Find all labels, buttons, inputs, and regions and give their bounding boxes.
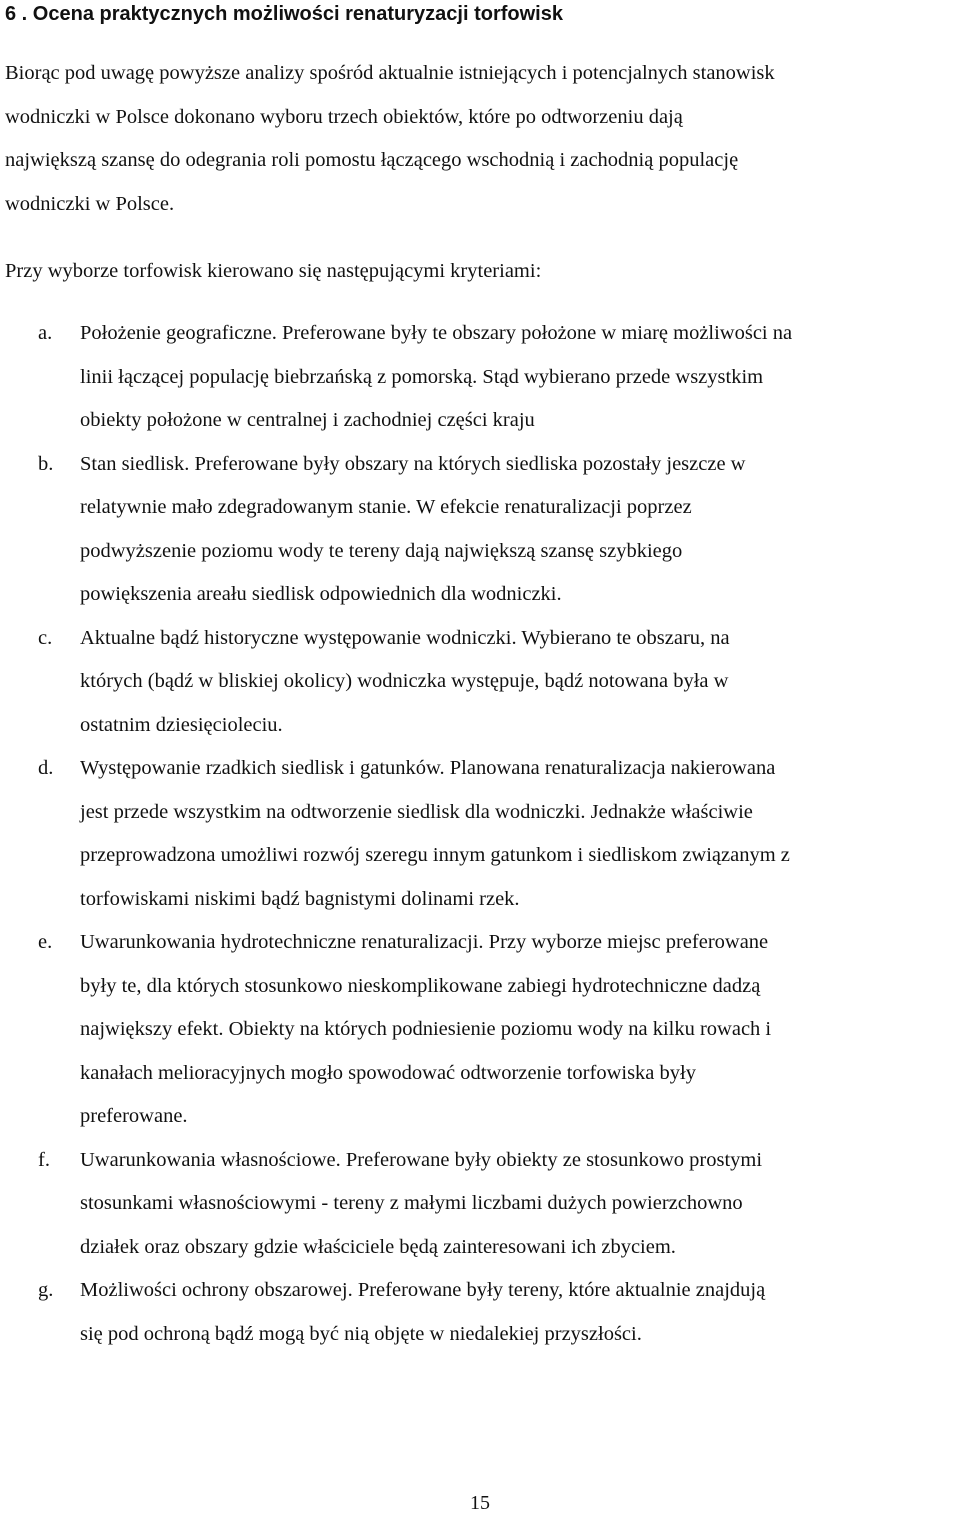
- list-item-line: preferowane.: [80, 1105, 188, 1127]
- intro-paragraph: [5, 52, 955, 226]
- list-item-body: [80, 1139, 958, 1270]
- intro-line: Biorąc pod uwagę powyższe analizy spośród aktualnie istniejących i potencjalnych stanowisk: [5, 62, 775, 84]
- criteria-intro-line: Przy wyborze torfowisk kierowano się następującymi kryteriami:: [5, 260, 542, 282]
- intro-line: wodniczki w Polsce.: [5, 192, 175, 215]
- list-marker: a.: [38, 322, 53, 344]
- list-item-line: działek oraz obszary gdzie właściciele będą zainteresowani ich zbyciem.: [80, 1235, 676, 1258]
- list-marker: f.: [38, 1148, 50, 1171]
- list-item-line: Uwarunkowania własnościowe. Preferowane były obiekty ze stosunkowo prostymi: [80, 1148, 763, 1171]
- list-marker: b.: [38, 452, 54, 475]
- criteria-item-g: [0, 1269, 960, 1356]
- list-item-line: Położenie geograficzne. Preferowane były te obszary położone w miarę możliwości na: [80, 322, 793, 344]
- criteria-item-f: [0, 1139, 960, 1270]
- list-item-line: były te, dla których stosunkowo nieskomplikowane zabiegi hydrotechniczne dadzą: [80, 974, 761, 997]
- list-marker: d.: [38, 757, 54, 779]
- list-item-line: kanałach melioracyjnych mogło spowodować odtworzenie torfowiska były: [80, 1061, 696, 1084]
- page-number: 15: [470, 1492, 490, 1514]
- list-item-body: [80, 921, 958, 1139]
- list-item-body: [80, 312, 958, 443]
- intro-line: największą szansę do odegrania roli pomostu łączącego wschodnią i zachodnią populację: [5, 149, 739, 171]
- list-item-line: ostatnim dziesięcioleciu.: [80, 713, 283, 736]
- criteria-item-d: [0, 747, 960, 921]
- list-item-line: podwyższenie poziomu wody te tereny dają największą szansę szybkiego: [80, 539, 683, 562]
- section-heading: 6 . Ocena praktycznych możliwości renaturyzacji torfowisk: [5, 3, 563, 25]
- list-item-line: Uwarunkowania hydrotechniczne renaturalizacji. Przy wyborze miejsc preferowane: [80, 931, 769, 953]
- list-item-line: Możliwości ochrony obszarowej. Preferowane były tereny, które aktualnie znajdują: [80, 1279, 766, 1301]
- list-item-line: linii łączącej populację biebrzańską z pomorską. Stąd wybierano przede wszystkim: [80, 365, 764, 388]
- list-item-body: [80, 617, 958, 748]
- list-item-body: [80, 443, 958, 617]
- criteria-item-c: [0, 617, 960, 748]
- list-item-line: przeprowadzona umożliwi rozwój szeregu innym gatunkom i siedliskom związanym z: [80, 844, 790, 866]
- intro-line: wodniczki w Polsce dokonano wyboru trzech obiektów, które po odtworzeniu dają: [5, 105, 683, 128]
- list-item-line: powiększenia areału siedlisk odpowiednich dla wodniczki.: [80, 583, 562, 605]
- list-item-line: relatywnie mało zdegradowanym stanie. W efekcie renaturalizacji poprzez: [80, 496, 692, 518]
- list-item-line: Aktualne bądź historyczne występowanie wodniczki. Wybierano te obszaru, na: [80, 626, 730, 649]
- criteria-list: [0, 312, 960, 1356]
- list-item-line: największy efekt. Obiekty na których podniesienie poziomu wody na kilku rowach i: [80, 1018, 772, 1040]
- list-item-line: stosunkami własnościowymi - tereny z małymi liczbami dużych powierzchowno: [80, 1192, 743, 1214]
- list-item-line: obiekty położone w centralnej i zachodniej części kraju: [80, 409, 535, 431]
- list-item-line: torfowiskami niskimi bądź bagnistymi dolinami rzek.: [80, 887, 520, 910]
- criteria-item-e: [0, 921, 960, 1139]
- list-marker: c.: [38, 626, 53, 649]
- list-item-line: Stan siedlisk. Preferowane były obszary na których siedliska pozostały jeszcze w: [80, 452, 746, 475]
- list-item-line: jest przede wszystkim na odtworzenie siedlisk dla wodniczki. Jednakże właściwie: [80, 800, 753, 823]
- list-item-line: się pod ochroną bądź mogą być nią objęte w niedalekiej przyszłości.: [80, 1322, 642, 1345]
- list-marker: e.: [38, 931, 53, 953]
- list-item-body: [80, 747, 958, 921]
- list-item-line: Występowanie rzadkich siedlisk i gatunków. Planowana renaturalizacja nakierowana: [80, 757, 776, 779]
- list-item-body: [80, 1269, 958, 1356]
- list-item-line: których (bądź w bliskiej okolicy) wodniczka występuje, bądź notowana była w: [80, 670, 729, 692]
- list-marker: g.: [38, 1279, 54, 1301]
- criteria-item-b: [0, 443, 960, 617]
- criteria-intro-paragraph: [5, 250, 955, 294]
- criteria-item-a: [0, 312, 960, 443]
